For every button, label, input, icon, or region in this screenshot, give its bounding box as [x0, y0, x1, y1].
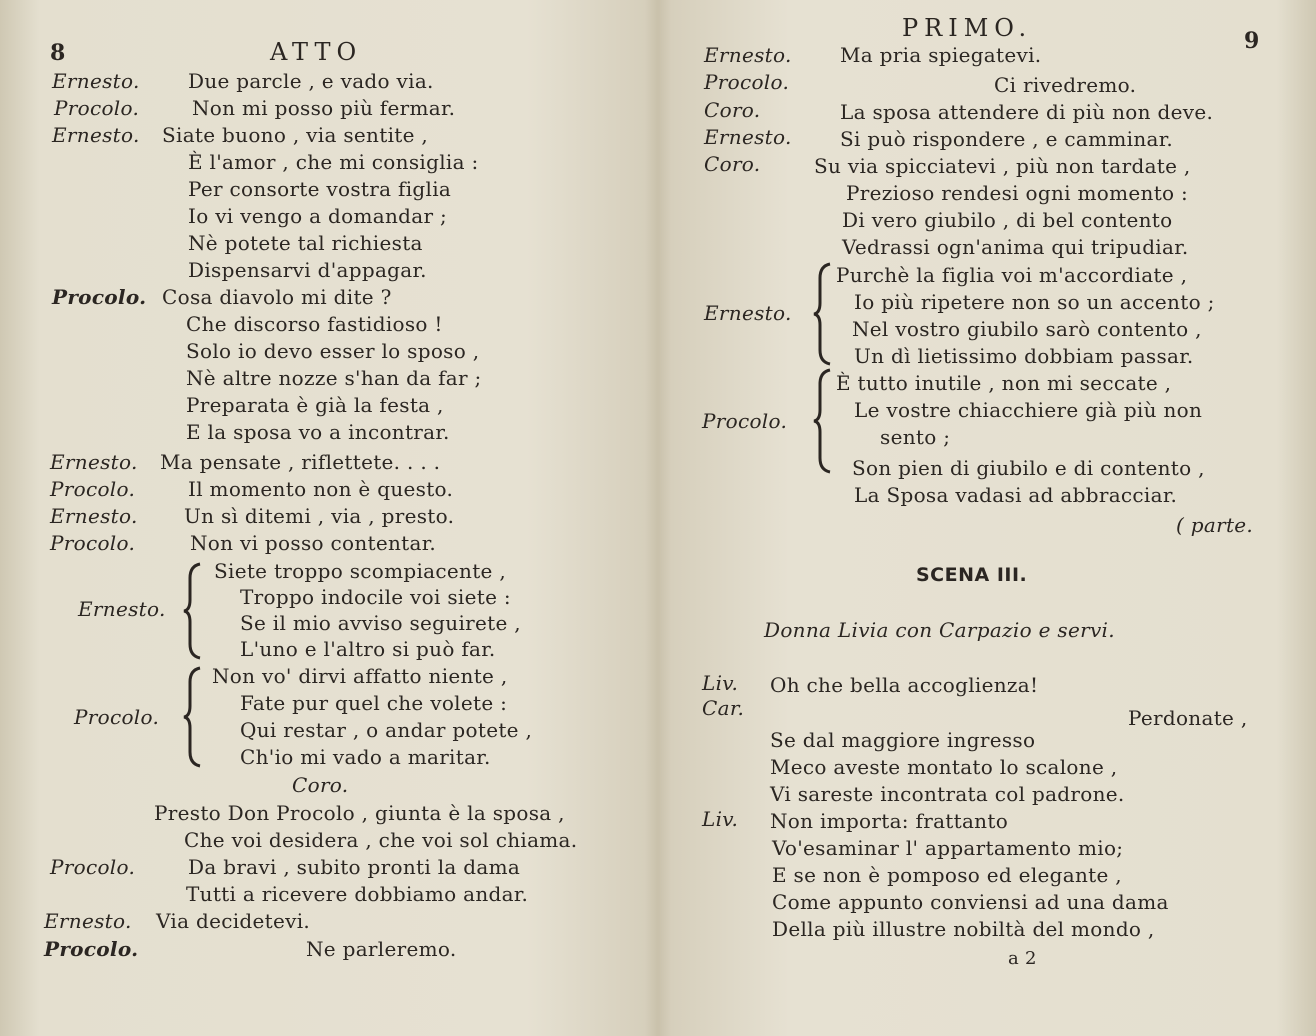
verse-line: Preparata è già la festa , — [186, 393, 444, 417]
verse-line: Vi sareste incontrata col padrone. — [770, 782, 1125, 806]
verse-line: Come appunto conviensi ad una dama — [772, 890, 1169, 914]
verse-line: Di vero giubilo , di bel contento — [842, 208, 1173, 232]
verse-line: Siete troppo scompiacente , — [214, 559, 507, 583]
verse-line: Solo io devo esser lo sposo , — [186, 339, 480, 363]
speaker: Liv. — [702, 671, 739, 695]
verse-line: E la sposa vo a incontrar. — [186, 420, 450, 444]
verse-line: Non vo' dirvi affatto niente , — [212, 664, 508, 688]
verse-line: Fate pur quel che volete : — [240, 691, 508, 715]
verse-line: Non importa: frattanto — [770, 809, 1009, 833]
verse-line: E se non è pomposo ed elegante , — [772, 863, 1122, 887]
speaker: Ernesto. — [704, 301, 792, 325]
verse-line: Il momento non è questo. — [188, 477, 454, 501]
verse-line: Qui restar , o andar potete , — [240, 718, 533, 742]
speaker: Coro. — [704, 152, 761, 176]
speaker: Ernesto. — [52, 69, 140, 93]
verse-line: Che voi desidera , che voi sol chiama. — [184, 828, 578, 852]
left-page — [0, 0, 650, 1036]
verse-line: Da bravi , subito pronti la dama — [188, 855, 521, 879]
curly-brace-icon — [182, 562, 204, 660]
speaker: Liv. — [702, 807, 739, 831]
speaker: Procolo. — [50, 531, 136, 555]
verse-line: Non mi posso più fermar. — [192, 96, 456, 120]
verse-line: Un dì lietissimo dobbiam passar. — [854, 344, 1194, 368]
speaker: Procolo. — [702, 409, 788, 433]
verse-line: L'uno e l'altro si può far. — [240, 637, 496, 661]
speaker: Procolo. — [44, 937, 139, 961]
speaker: Procolo. — [50, 477, 136, 501]
verse-line: Oh che bella accoglienza! — [770, 673, 1039, 697]
verse-line: Vo'esaminar l' appartamento mio; — [772, 836, 1124, 860]
verse-line: Siate buono , via sentite , — [162, 123, 429, 147]
verse-line: Se dal maggiore ingresso — [770, 728, 1036, 752]
curly-brace-icon — [812, 368, 834, 474]
verse-line: Purchè la figlia voi m'accordiate , — [836, 263, 1188, 287]
page-number: 9 — [1244, 28, 1260, 54]
verse-line: Perdonate , — [1128, 706, 1248, 730]
right-page — [660, 0, 1316, 1036]
page-number: 8 — [50, 40, 66, 66]
speaker: Ernesto. — [704, 43, 792, 67]
verse-line: Due parcle , e vado via. — [188, 69, 434, 93]
verse-line: Un sì ditemi , via , presto. — [184, 504, 455, 528]
verse-line: Troppo indocile voi siete : — [240, 585, 511, 609]
speaker: Ernesto. — [50, 504, 138, 528]
verse-line: Dispensarvi d'appagar. — [188, 258, 427, 282]
verse-line: Nè potete tal richiesta — [188, 231, 423, 255]
verse-line: Se il mio avviso seguirete , — [240, 611, 521, 635]
speaker: Procolo. — [52, 285, 147, 309]
verse-line: Nel vostro giubilo sarò contento , — [852, 317, 1202, 341]
running-head: ATTO — [270, 38, 363, 66]
verse-line: Ma pria spiegatevi. — [840, 43, 1042, 67]
verse-line: Via decidetevi. — [156, 909, 311, 933]
verse-line: Su via spicciatevi , più non tardate , — [814, 154, 1191, 178]
verse-line: Vedrassi ogn'anima qui tripudiar. — [842, 235, 1189, 259]
speaker: Coro. — [704, 98, 761, 122]
speaker: Procolo. — [50, 855, 136, 879]
signature-mark: a 2 — [1008, 948, 1037, 969]
curly-brace-icon — [812, 262, 834, 366]
curly-brace-icon — [182, 666, 204, 768]
verse-line: Ma pensate , riflettete. . . . — [160, 450, 441, 474]
running-head: PRIMO. — [902, 14, 1033, 42]
verse-line: È tutto inutile , non mi seccate , — [836, 371, 1172, 395]
speaker: Ernesto. — [44, 909, 132, 933]
verse-line: sento ; — [880, 425, 951, 449]
verse-line: Le vostre chiacchiere già più non — [854, 398, 1203, 422]
verse-line: Nè altre nozze s'han da far ; — [186, 366, 482, 390]
speaker: Procolo. — [54, 96, 140, 120]
verse-line: Io vi vengo a domandar ; — [188, 204, 448, 228]
verse-line: La Sposa vadasi ad abbracciar. — [854, 483, 1178, 507]
stage-direction: ( parte. — [1176, 513, 1254, 537]
verse-line: Ne parleremo. — [306, 937, 457, 961]
speaker: Procolo. — [74, 705, 160, 729]
verse-line: Si può rispondere , e camminar. — [840, 127, 1174, 151]
verse-line: È l'amor , che mi consiglia : — [188, 150, 479, 174]
verse-line: Cosa diavolo mi dite ? — [162, 285, 392, 309]
verse-line: Per consorte vostra figlia — [188, 177, 452, 201]
verse-line: Prezioso rendesi ogni momento : — [846, 181, 1189, 205]
speaker: Ernesto. — [704, 125, 792, 149]
verse-line: Son pien di giubilo e di contento , — [852, 456, 1205, 480]
verse-line: Che discorso fastidioso ! — [186, 312, 443, 336]
verse-line: Della più illustre nobiltà del mondo , — [772, 917, 1155, 941]
speaker: Ernesto. — [50, 450, 138, 474]
verse-line: Io più ripetere non so un accento ; — [854, 290, 1215, 314]
scene-title: SCENA III. — [916, 564, 1028, 586]
verse-line: Ci rivedremo. — [994, 73, 1137, 97]
chorus-label: Coro. — [292, 773, 349, 797]
speaker: Ernesto. — [52, 123, 140, 147]
verse-line: Ch'io mi vado a maritar. — [240, 745, 491, 769]
verse-line: Non vi posso contentar. — [190, 531, 437, 555]
verse-line: La sposa attendere di più non deve. — [840, 100, 1214, 124]
scene-cast: Donna Livia con Carpazio e servi. — [764, 618, 1115, 642]
speaker: Procolo. — [704, 70, 790, 94]
verse-line: Tutti a ricevere dobbiamo andar. — [186, 882, 529, 906]
speaker: Ernesto. — [78, 597, 166, 621]
speaker: Car. — [702, 696, 745, 720]
verse-line: Meco aveste montato lo scalone , — [770, 755, 1118, 779]
verse-line: Presto Don Procolo , giunta è la sposa , — [154, 801, 565, 825]
